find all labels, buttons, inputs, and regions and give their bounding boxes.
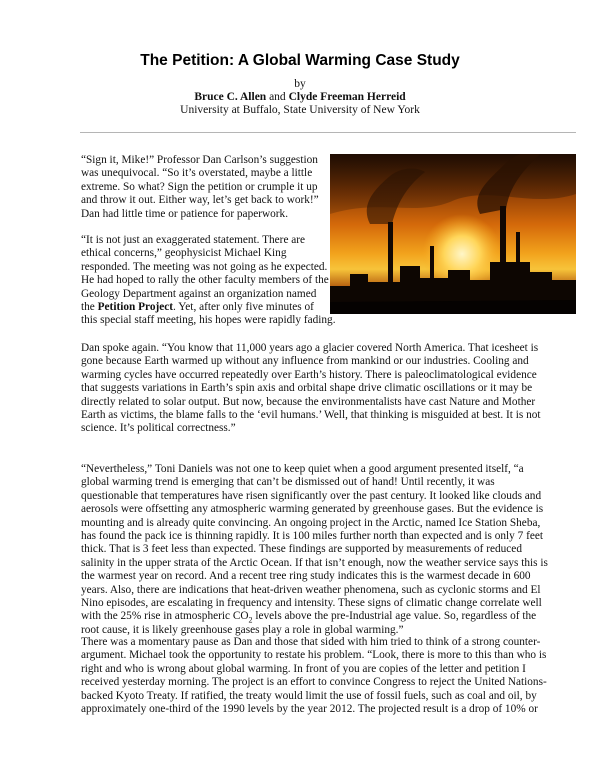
paragraph-line: argument. Michael took the opportunity to restate his problem. “Look, there is more to this than who is <box>81 649 547 662</box>
paragraph-line: Earth as victims, the blame falls to the ‘evil humans.’ Well, that thinking is misguided at best. It is not <box>81 409 541 422</box>
paragraph-line: the warmest year on record. And a recent tree ring study indicates this is the warmest decade in 600 <box>81 570 531 583</box>
paragraph-line: There was a momentary pause as Dan and those that sided with him tried to think of a strong counter- <box>81 636 541 648</box>
paragraph-1 <box>81 154 326 221</box>
paragraph-line: root cause, it is likely greenhouse gases play a role in global warming.” <box>81 623 404 636</box>
document-title: The Petition: A Global Warming Case Study <box>140 52 460 69</box>
authors-line <box>0 91 600 104</box>
paragraph-line: was unequivocal. “So it’s overstated, maybe a little <box>81 167 313 180</box>
paragraph-line: has found the pack ice is thinning rapidly. It is 100 miles further north than expected and is only 7 feet <box>81 530 544 543</box>
paragraph-line: “It is not just an exaggerated statement. There are <box>81 234 306 246</box>
paragraph-line: salinity in the upper strata of the Arctic Ocean. If that isn’t enough, now the weather service says this is <box>81 556 548 569</box>
paragraph-4 <box>81 463 578 637</box>
paragraph-line: directly related to solar output. But now, because the environmentalists have cast Nature and Mother <box>81 395 536 408</box>
paragraph-line: received yesterday morning. The project is an effort to convince Congress to reject the United Nations- <box>81 676 547 689</box>
paragraph-line: questionable that temperatures have risen significantly over the past century. It looked like clouds and <box>81 489 542 502</box>
author-herreid: Clyde Freeman Herreid <box>288 91 406 103</box>
paragraph-line: aerosols were offsetting any atmospheric warming generated by greenhouse gases. But the evidence is <box>81 503 544 516</box>
photo-drawing <box>330 154 576 314</box>
paragraph-line: and throw it out. Either way, let’s get back to work!” <box>81 194 319 207</box>
paragraph-line: science. It’s political correctness.” <box>81 422 236 435</box>
text-run: the <box>81 301 98 314</box>
paragraph-line: extreme. So what? Sign the petition or crumple it up <box>81 180 318 193</box>
paragraph-line: “Nevertheless,” Toni Daniels was not one to keep quiet when a good argument presented itself, “a <box>81 463 524 475</box>
paragraph-line-co2 <box>81 610 578 623</box>
paragraph-line: Dan had little time or patience for paperwork. <box>81 207 289 220</box>
paragraph-line: Geology Department against an organization named <box>81 287 317 300</box>
author-allen: Bruce C. Allen <box>194 91 267 103</box>
paragraph-3 <box>81 342 578 436</box>
paragraph-line: right and who is wrong about global warming. In front of you are copies of the letter and petition I <box>81 662 526 675</box>
paragraph-line: mounting and is already quite convincing. An ongoing project in the Arctic, named Ice Station Sheba, <box>81 516 541 529</box>
byline-by: by <box>294 78 306 90</box>
smokestack-sunset-photo <box>330 154 576 314</box>
paragraph-line: responded. The meeting was not going as he expected. <box>81 260 328 273</box>
paragraph-line: thick. That is 3 feet less than expected. These findings are supported by measurements of reduced <box>81 543 522 556</box>
paragraph-line: that suggests variations in Earth’s spin axis and orbital shape drive climatic oscillations or it may be <box>81 382 533 395</box>
paragraph-line-petition-project <box>81 301 326 314</box>
paragraph-5 <box>81 636 578 716</box>
paragraph-line: Dan spoke again. “You know that 11,000 years ago a glacier covered North America. That icesheet is <box>81 342 539 354</box>
paragraph-line: He had hoped to rally the other faculty members of the <box>81 274 329 287</box>
paragraph-line: warming cycles have occurred repeatedly over Earth’s history. There is paleoclimatological evidence <box>81 368 537 381</box>
paragraph-line: ethical concerns,” geophysicist Michael King <box>81 247 287 260</box>
co2-subscript: 2 <box>248 615 253 625</box>
paragraph-line: this special staff meeting, his hopes were rapidly fading. <box>81 314 336 327</box>
text-run: . Yet, after only five minutes of <box>173 301 314 314</box>
affiliation: University at Buffalo, State University of New York <box>180 104 420 116</box>
paragraph-line: backed Kyoto Treaty. If ratified, the treaty would limit the use of fossil fuels, such as coal and oil, by <box>81 689 537 702</box>
paragraph-line: global warming trend is emerging that can’t be dismissed out of hand! Until recently, it was <box>81 476 495 489</box>
text-run: with the 25% rise in atmospheric CO <box>81 610 249 623</box>
paragraph-2 <box>81 234 336 328</box>
text-run: levels above the pre-Industrial age value. So, regardless of the <box>252 610 537 623</box>
petition-project-term: Petition Project <box>97 301 174 314</box>
header-divider <box>80 132 576 133</box>
paragraph-line: years. Also, there are indications that heat-driven weather phenomena, such as cyclonic storms and El <box>81 583 541 596</box>
paragraph-line: Nino episodes, are escalating in frequency and intensity. These signs of climatic change correlate well <box>81 597 542 610</box>
paragraph-line: “Sign it, Mike!” Professor Dan Carlson’s suggestion <box>81 154 318 166</box>
paragraph-line: gone because Earth warmed up without any influence from mankind or our industries. Cooling and <box>81 355 529 368</box>
paragraph-line: approximately one-third of the 1990 levels by the year 2012. The projected result is a drop of 10% or <box>81 703 538 716</box>
authors-and: and <box>266 91 289 103</box>
